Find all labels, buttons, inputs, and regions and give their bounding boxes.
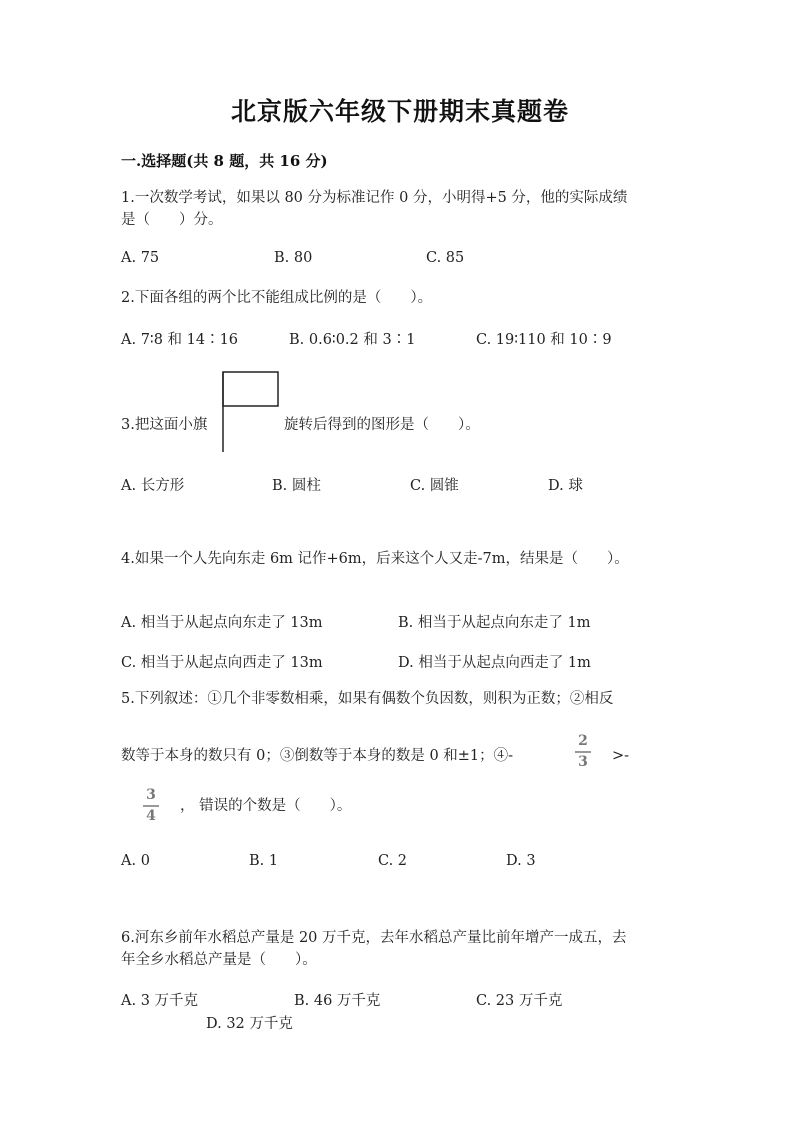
fraction-bar — [575, 751, 591, 753]
q5-option-a: A. 0 — [121, 853, 150, 869]
q1-text-line2: 是（ ）分。 — [121, 212, 223, 228]
q2-option-c: C. 19∶110 和 10∶9 — [476, 332, 612, 348]
flag-figure — [221, 370, 281, 454]
q3-text-before: 3.把这面小旗 — [121, 417, 208, 433]
q1-option-b: B. 80 — [274, 250, 313, 266]
q5-text-line1: 5.下列叙述：①几个非零数相乘，如果有偶数个负因数，则积为正数；②相反 — [121, 691, 614, 707]
q4-option-a: A. 相当于从起点向东走了 13m — [121, 615, 323, 631]
q5-text-line3: ， 错误的个数是（ ）。 — [180, 798, 352, 814]
q1-option-c: C. 85 — [426, 250, 465, 266]
q5-fraction-2 — [141, 787, 161, 825]
q5-fraction-2-denominator: 4 — [146, 807, 156, 824]
q2-text: 2.下面各组的两个比不能组成比例的是（ ）。 — [121, 290, 433, 306]
q2-option-a: A. 7∶8 和 14∶16 — [121, 332, 239, 348]
q5-option-b: B. 1 — [249, 853, 279, 869]
q6-text-line1: 6.河东乡前年水稻总产量是 20 万千克，去年水稻总产量比前年增产一成五，去 — [121, 930, 627, 946]
q6-option-a: A. 3 万千克 — [121, 993, 199, 1009]
q5-fraction-2-numerator: 3 — [146, 787, 156, 803]
q5-text-line2-tail: >- — [612, 748, 630, 764]
q4-option-d: D. 相当于从起点向西走了 1m — [398, 655, 591, 671]
q5-option-d: D. 3 — [506, 853, 536, 869]
q6-option-d: D. 32 万千克 — [206, 1016, 293, 1032]
q6-option-b: B. 46 万千克 — [294, 993, 381, 1009]
q5-fraction-1-numerator: 2 — [578, 733, 588, 749]
q3-option-c: C. 圆锥 — [410, 478, 459, 494]
q6-text-line2: 年全乡水稻总产量是（ ）。 — [121, 952, 317, 968]
q5-fraction-1-denominator: 3 — [578, 753, 588, 770]
q3-option-a: A. 长方形 — [121, 478, 185, 494]
q5-fraction-1 — [573, 733, 593, 771]
q3-option-b: B. 圆柱 — [272, 478, 321, 494]
q4-option-b: B. 相当于从起点向东走了 1m — [398, 615, 591, 631]
fraction-bar — [143, 805, 159, 807]
q4-text: 4.如果一个人先向东走 6m 记作+6m，后来这个人又走-7m，结果是（ ）。 — [121, 551, 629, 567]
q5-text-line2: 数等于本身的数只有 0；③倒数等于本身的数是 0 和±1；④- — [121, 748, 514, 764]
q5-option-c: C. 2 — [378, 853, 408, 869]
section-heading: 一.选择题(共 8 题，共 16 分) — [121, 152, 328, 170]
q2-option-b: B. 0.6∶0.2 和 3∶1 — [289, 332, 416, 348]
page-title: 北京版六年级下册期末真题卷 — [230, 97, 569, 126]
q3-option-d: D. 球 — [548, 478, 583, 494]
q4-option-c: C. 相当于从起点向西走了 13m — [121, 655, 323, 671]
q6-option-c: C. 23 万千克 — [476, 993, 563, 1009]
q1-option-a: A. 75 — [121, 250, 160, 266]
q3-text-after: 旋转后得到的图形是（ ）。 — [284, 417, 480, 433]
q1-text-line1: 1.一次数学考试，如果以 80 分为标准记作 0 分，小明得+5 分，他的实际成绩 — [121, 190, 628, 206]
